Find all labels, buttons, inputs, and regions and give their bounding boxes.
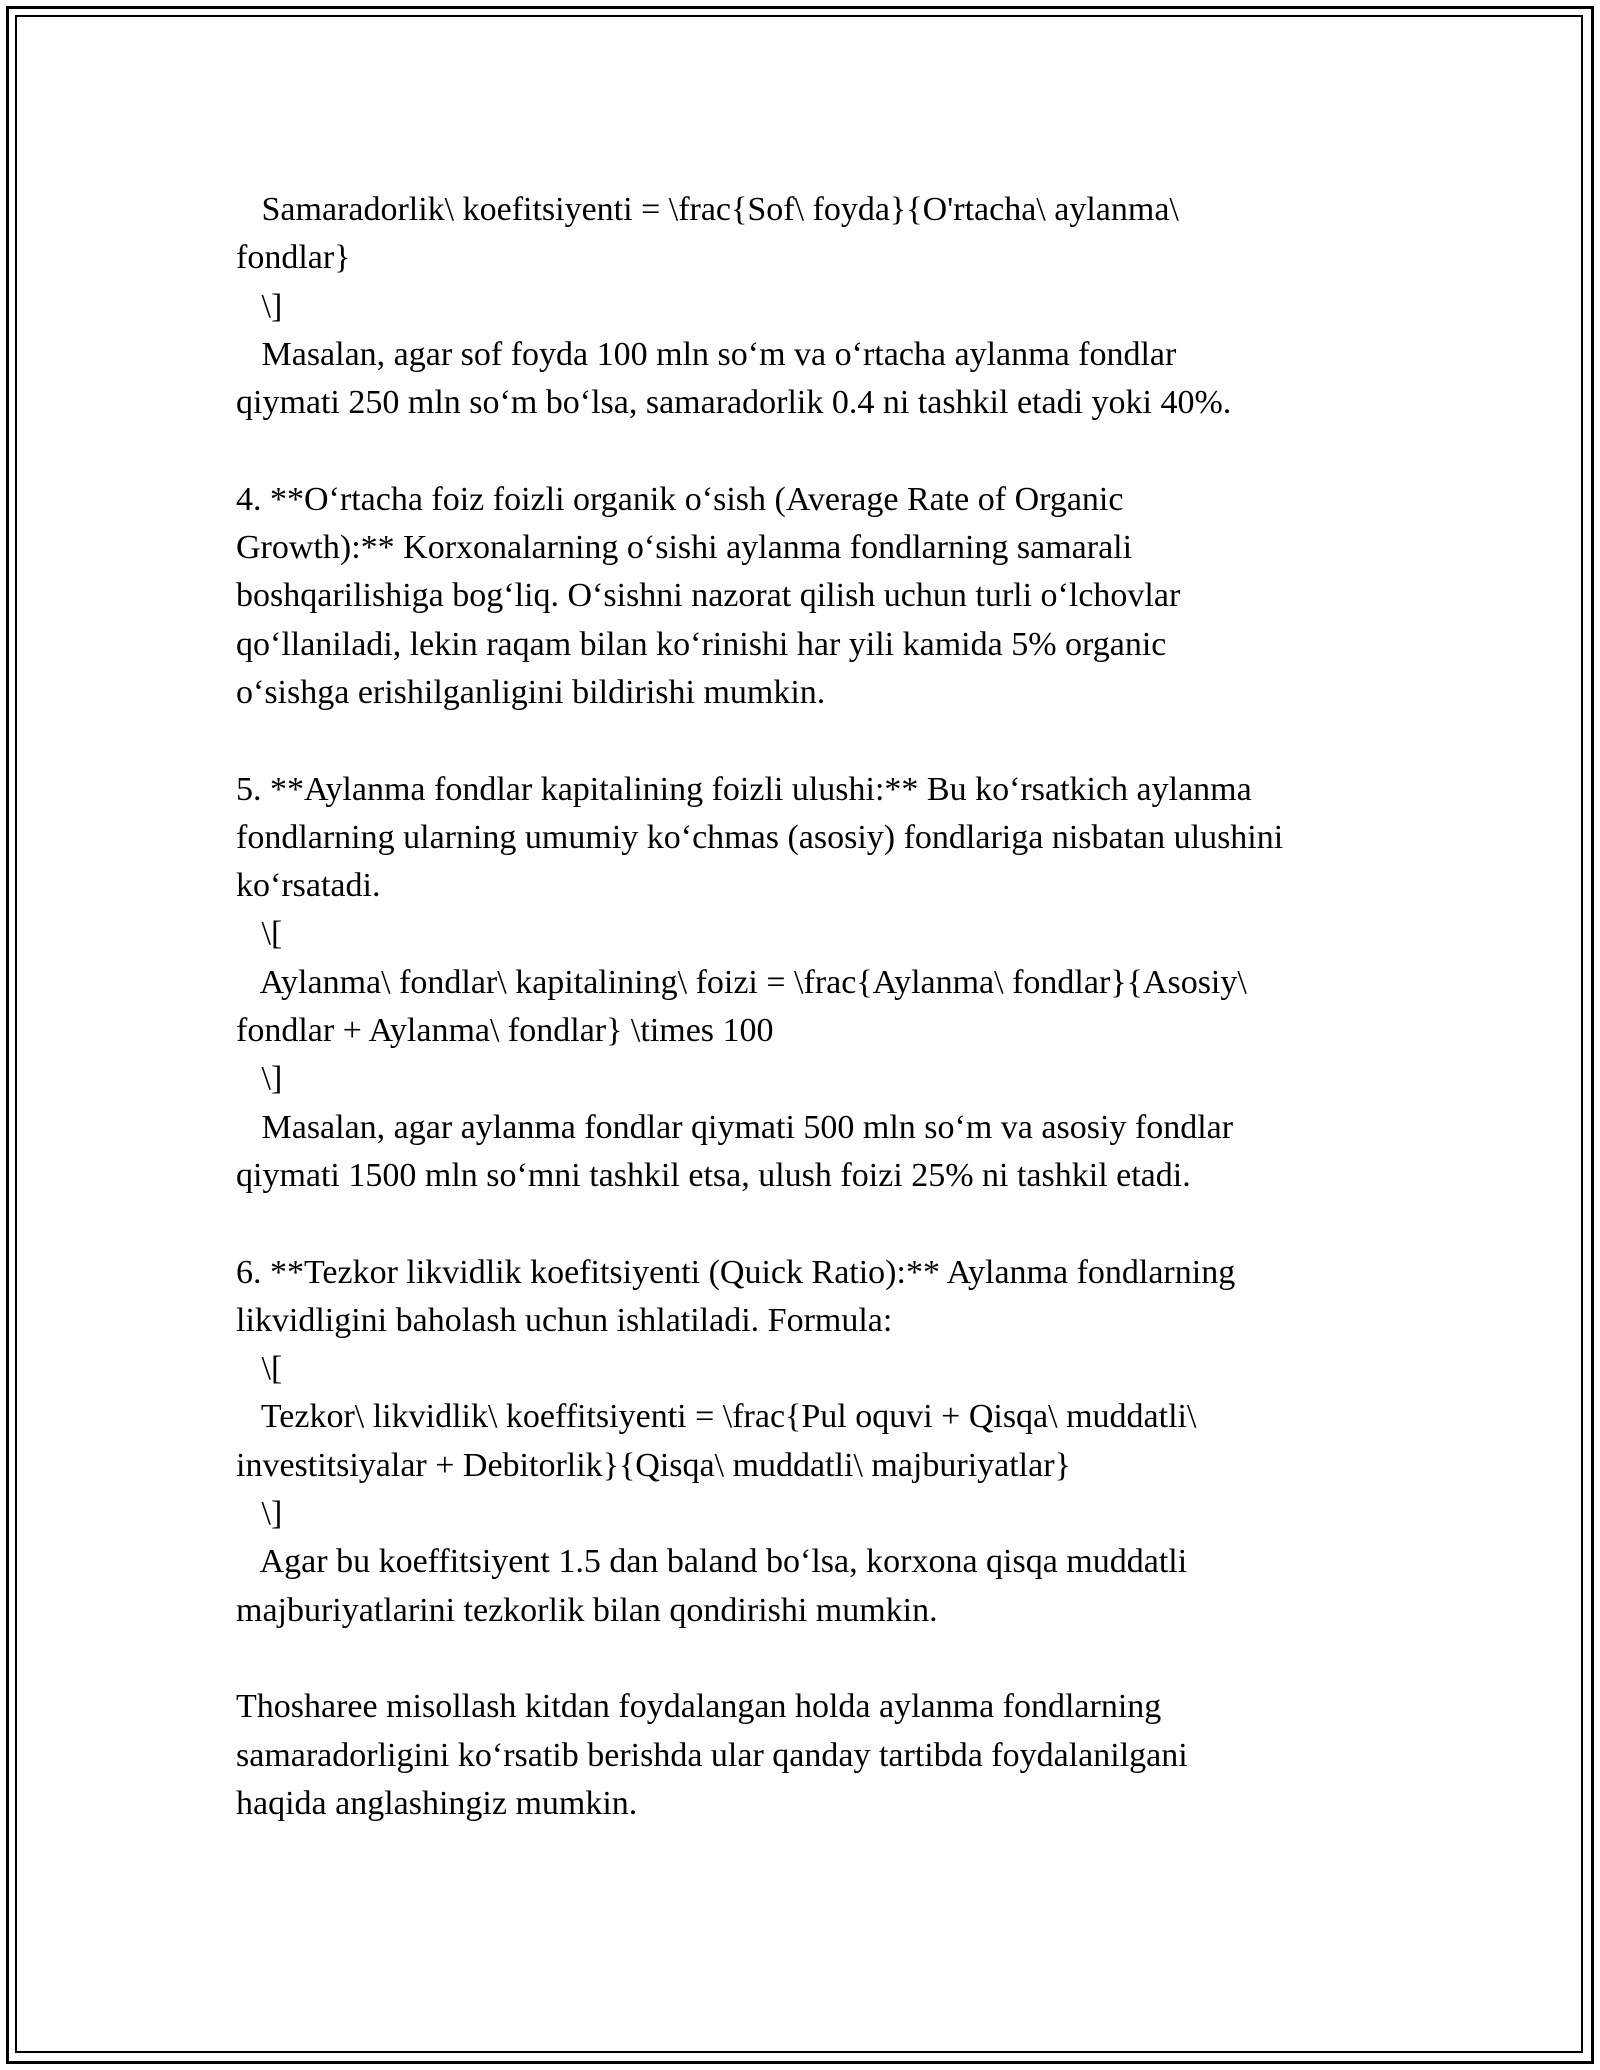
paragraph-closing: [236, 1683, 1386, 1828]
text-line: Growth):** Korxonalarning o‘sishi aylanma fondlarning samarali: [236, 529, 1133, 567]
text-line: samaradorligini ko‘rsatib berishda ular qanday tartibda foydalanilgani: [236, 1736, 1188, 1774]
text-line: \]: [236, 1060, 283, 1098]
text-line: likvidligini baholash uchun ishlatiladi. Formula:: [236, 1301, 893, 1339]
text-line: majburiyatlarini tezkorlik bilan qondirishi mumkin.: [236, 1591, 938, 1629]
text-line: 6. **Tezkor likvidlik koefitsiyenti (Quick Ratio):** Aylanma fondlarning: [236, 1253, 1236, 1291]
paragraph-efficiency-formula: [236, 186, 1386, 427]
text-line: Agar bu koeffitsiyent 1.5 dan baland bo‘lsa, korxona qisqa muddatli: [236, 1543, 1188, 1581]
text-line: fondlarning ularning umumiy ko‘chmas (asosiy) fondlariga nisbatan ulushini: [236, 818, 1284, 856]
paragraph-item-6: [236, 1249, 1386, 1635]
paragraph-gap: [236, 427, 1386, 475]
text-line: Masalan, agar aylanma fondlar qiymati 500 mln so‘m va asosiy fondlar: [236, 1108, 1234, 1146]
text-line: qiymati 250 mln so‘m bo‘lsa, samaradorlik 0.4 ni tashkil etadi yoki 40%.: [236, 384, 1232, 422]
text-line: Masalan, agar sof foyda 100 mln so‘m va o‘rtacha aylanma fondlar: [236, 335, 1177, 373]
text-line: Samaradorlik\ koefitsiyenti = \frac{Sof\ foyda}{O'rtacha\ aylanma\: [236, 191, 1179, 228]
paragraph-item-5: [236, 766, 1386, 1201]
paragraph-item-4: [236, 476, 1386, 717]
paragraph-gap: [236, 717, 1386, 765]
text-line: qiymati 1500 mln so‘mni tashkil etsa, ulush foizi 25% ni tashkil etadi.: [236, 1156, 1191, 1194]
text-line: o‘sishga erishilganligini bildirishi mumkin.: [236, 673, 826, 711]
text-line: \]: [236, 287, 283, 325]
paragraph-gap: [236, 1635, 1386, 1683]
text-line: \[: [236, 915, 283, 953]
text-line: qo‘llaniladi, lekin raqam bilan ko‘rinishi har yili kamida 5% organic: [236, 625, 1167, 663]
text-line: Aylanma\ fondlar\ kapitalining\ foizi = \frac{Aylanma\ fondlar}{Asosiy\: [236, 963, 1247, 1001]
text-line: fondlar}: [236, 239, 351, 277]
text-line: fondlar + Aylanma\ fondlar} \times 100: [236, 1012, 774, 1050]
text-line: 5. **Aylanma fondlar kapitalining foizli ulushi:** Bu ko‘rsatkich aylanma: [236, 770, 1252, 808]
text-line: ko‘rsatadi.: [236, 867, 381, 905]
text-line: boshqarilishiga bog‘liq. O‘sishni nazorat qilish uchun turli o‘lchovlar: [236, 577, 1181, 615]
text-line: Thosharee misollash kitdan foydalangan holda aylanma fondlarning: [236, 1688, 1162, 1726]
text-line: 4. **O‘rtacha foiz foizli organik o‘sish (Average Rate of Organic: [236, 480, 1124, 518]
text-line: \]: [236, 1495, 283, 1533]
text-line: haqida anglashingiz mumkin.: [236, 1784, 638, 1822]
text-line: Tezkor\ likvidlik\ koeffitsiyenti = \frac{Pul oquvi + Qisqa\ muddatli\: [236, 1398, 1197, 1436]
document-body: [236, 186, 1386, 1828]
text-line: investitsiyalar + Debitorlik}{Qisqa\ muddatli\ majburiyatlar}: [236, 1446, 1071, 1484]
text-line: \[: [236, 1350, 283, 1388]
paragraph-gap: [236, 1200, 1386, 1248]
